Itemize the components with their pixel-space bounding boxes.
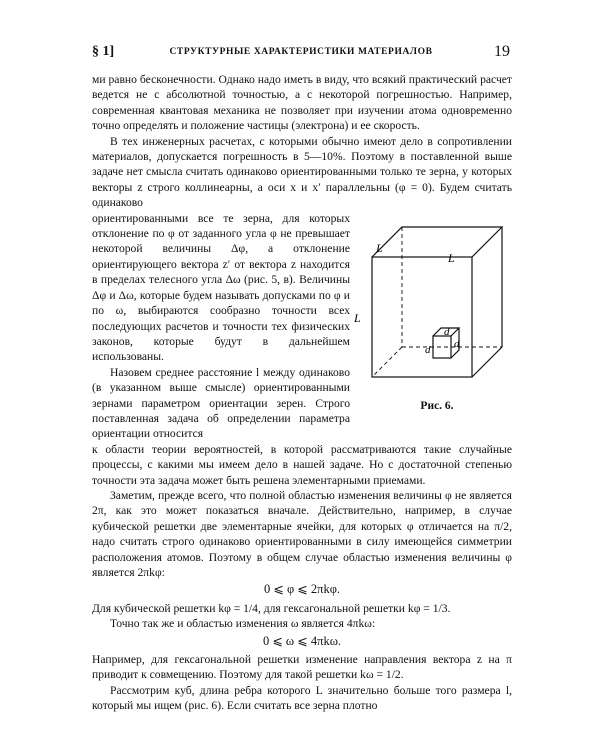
running-title: СТРУКТУРНЫЕ ХАРАКТЕРИСТИКИ МАТЕРИАЛОВ: [169, 47, 433, 57]
paragraph-5: Для кубической решетки kφ = 1/4, для гексагональной решетки kφ = 1/3.: [92, 601, 451, 615]
label-d-top: d: [444, 326, 450, 338]
cube-front-face: [372, 257, 472, 377]
paragraph-3a: Назовем среднее расстояние l между одинаково (в указанном выше смысле) ориентированными зернами параметром ориентации зерен. Строго поставленная задача об определении параметра ориентации относится: [92, 365, 350, 441]
paragraph-3b: к области теории вероятностей, в которой рассматриваются такие случайные процессы, с какими мы имеем дело в нашей задаче. Но с достаточной степенью точности эта задача может быть решена элементарными приемами.: [92, 442, 512, 487]
figure-caption: Рис. 6.: [420, 400, 454, 412]
small-cube-front: [433, 336, 451, 358]
page-header: [92, 42, 510, 62]
cube-right-face: [472, 227, 502, 377]
formula-omega-range: 0 ⩽ ω ⩽ 4πkω.: [262, 633, 342, 648]
label-L-side: L: [448, 251, 455, 265]
paragraph-7: Например, для гексагональной решетки изменение направления вектора z на π приводит к совмещению. Поэтому для такой решетки kω = 1/2.: [92, 653, 512, 682]
paragraph-1: ми равно бесконечности. Однако надо иметь в виду, что всякий практический расчет ведется не с абсолютной точностью, а с некоторой погрешностью. Например, современная квантовая механика не позволяет при изучении атома одновременно точно определять и положение частицы (электрона) и ее скорость.: [92, 73, 512, 133]
cube-drawing: [354, 222, 512, 397]
section-marker: § 1]: [92, 44, 115, 59]
label-L-top: L: [376, 241, 383, 255]
paragraph-4: Заметим, прежде всего, что полной областью изменения величины φ не является 2π, как это может показаться вначале. Действительно, например, в случае кубической решетки две элементарные ячейки, для которых φ отличается на π/2, надо считать строго одинаково ориентированными в силу имеющейся симметрии расположения атомов. Поэтому в общем случае областью изменения величины φ является 2πkφ:: [92, 488, 512, 579]
figure-6-cube: [354, 222, 512, 422]
paragraph-8: Рассмотрим куб, длина ребра которого L значительно больше того размера l, который мы ищем (рис. 6). Если считать все зерна плотно: [92, 683, 512, 713]
label-L-left: L: [354, 311, 361, 325]
label-d-front: d: [425, 344, 431, 356]
paragraph-2b: ориентированными все те зерна, для которых отклонение по φ от заданного угла φ не превышает некоторой величины Δφ, а отклонение ориентирующего вектора z′ от вектора z находится в пределах телесного угла Δω (рис. 5, в). Величины Δφ и Δω, которые будем называть допусками по φ и по ω, выбираются сообразно точности всех последующих расчетов и точности тех физических законов, которые будут в дальнейшем использованы.: [92, 211, 350, 364]
formula-phi-range: 0 ⩽ φ ⩽ 2πkφ.: [263, 582, 341, 597]
paragraph-6: Точно так же и областью изменения ω является 4πkω:: [110, 617, 376, 631]
cube-hidden-edges: [372, 227, 502, 377]
label-d-side: d: [454, 338, 460, 350]
paragraph-2a: В тех инженерных расчетах, с которыми обычно имеют дело в сопротивлении материалов, допускается погрешность в 5—10%. Поэтому в поставленной выше задаче нет смысла считать одинаково ориентированными только те зерна, у которых векторы z строго коллинеарны, а оси x и x′ параллельны (φ = 0). Будем считать одинаково: [92, 134, 512, 210]
cube-top-face: [372, 227, 502, 257]
page-number: 19: [494, 43, 510, 60]
